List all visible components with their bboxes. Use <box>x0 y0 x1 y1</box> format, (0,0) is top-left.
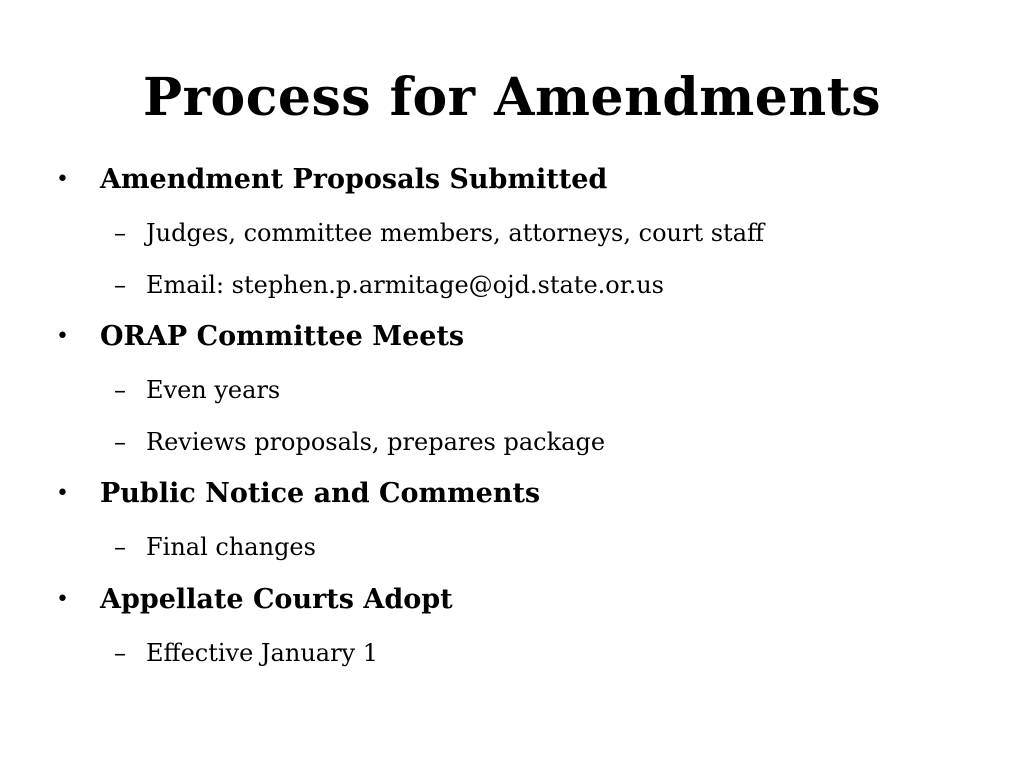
sub-bullet-label: Judges, committee members, attorneys, court staff <box>146 219 765 247</box>
bullet-item <box>0 160 1024 200</box>
dash-icon: – <box>114 533 126 561</box>
sub-bullet-item <box>0 265 1024 305</box>
slide-title: Process for Amendments <box>143 67 881 128</box>
sub-bullet-item <box>0 213 1024 253</box>
bullet-icon: • <box>56 324 69 349</box>
bullet-item <box>0 580 1024 620</box>
bullet-label: Public Notice and Comments <box>100 478 541 509</box>
sub-bullet-item <box>0 633 1024 673</box>
bullet-item <box>0 474 1024 514</box>
dash-icon: – <box>114 271 126 299</box>
sub-bullet-label: Reviews proposals, prepares package <box>146 428 606 456</box>
sub-bullet-label: Final changes <box>146 533 316 561</box>
dash-icon: – <box>114 639 126 667</box>
bullet-icon: • <box>56 481 69 506</box>
dash-icon: – <box>114 219 126 247</box>
bullet-icon: • <box>56 167 69 192</box>
bullet-label: Amendment Proposals Submitted <box>100 164 608 195</box>
bullet-item <box>0 317 1024 357</box>
sub-bullet-item <box>0 527 1024 567</box>
sub-bullet-item <box>0 370 1024 410</box>
dash-icon: – <box>114 376 126 404</box>
sub-bullet-label: Effective January 1 <box>146 639 379 667</box>
sub-bullet-item <box>0 422 1024 462</box>
dash-icon: – <box>114 428 126 456</box>
bullet-icon: • <box>56 587 69 612</box>
bullet-label: Appellate Courts Adopt <box>100 584 453 615</box>
sub-bullet-label: Even years <box>146 376 281 404</box>
bullet-label: ORAP Committee Meets <box>100 321 465 352</box>
sub-bullet-label: Email: stephen.p.armitage@ojd.state.or.us <box>146 271 664 299</box>
